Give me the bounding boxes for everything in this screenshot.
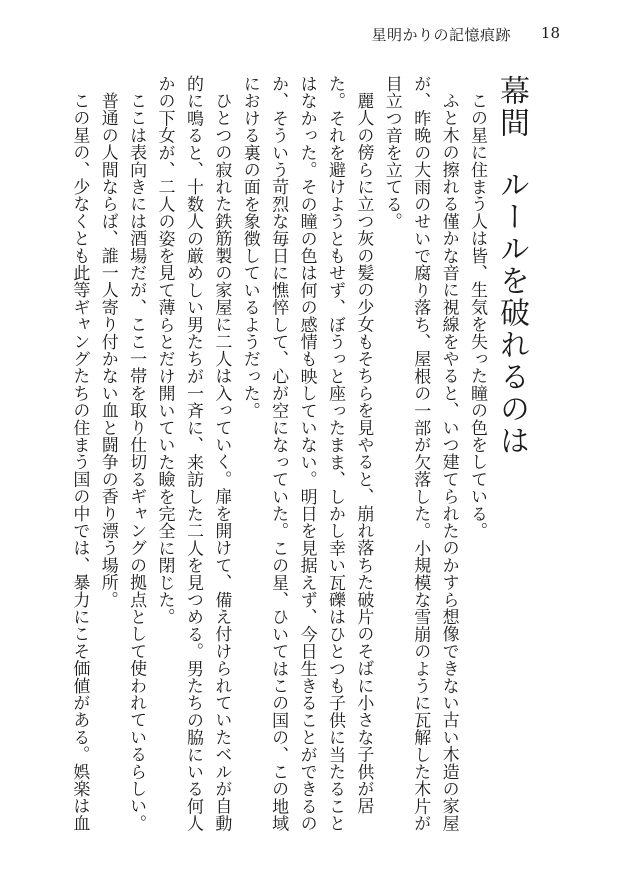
paragraph-5: ここは表向きには酒場だが、ここ一帯を取り仕切るギャングの拠点として使われているらしい。 bbox=[126, 92, 147, 832]
paragraph-6: 普通の人間ならば、誰一人寄り付かない血と闘争の香り漂う場所。 bbox=[97, 92, 118, 608]
paragraph-2: ふと木の擦れる僅かな音に視線をやると、いつ建てられたのかすら想像できない古い木造の家屋が、昨晩の大雨のせいで腐り落ち、屋根の一部が欠落した。小規模な雪崩のように瓦解した木片が目立つ音を立てる。 bbox=[381, 75, 459, 832]
running-header bbox=[0, 22, 621, 46]
paragraph-4: ひとつの寂れた鉄筋製の家屋に二人は入っていく。扉を開けて、備え付けられていたベルが自動的に鳴ると、十数人の厳めしい男たちが一斉に、来訪した二人を見つめる。男たちの脇にいる何人かの下女が、二人の姿を見て薄らとだけ開いていた瞼を完全に閉じた。 bbox=[154, 75, 232, 832]
chapter-label: 幕間 bbox=[494, 75, 529, 139]
chapter-heading bbox=[491, 75, 531, 835]
paragraph-1: この星に住まう人は皆、生気を失った瞳の色をしている。 bbox=[467, 92, 487, 540]
chapter-title: ルールを破れるのは bbox=[494, 169, 529, 457]
paragraph-3: 麗人の傍らに立つ灰の髪の少女もそちらを見やると、崩れ落ちた破片のそばに小さな子供が居た。それを避けようともせず、ぼうっと座ったまま、しかし幸い瓦礫はひとつも子供に当たることはなかった。その瞳の色は何の感情も映していない。明日を見据えず、今日生きることができるのか、そういう苛烈な毎日に憔悴して、心が空になっていた。この星、ひいてはこの国の、この地域における裏の面を象徴しているようだった。 bbox=[239, 75, 374, 832]
vertical-text-body bbox=[65, 75, 561, 835]
book-title: 星明かりの記憶痕跡 bbox=[371, 26, 511, 44]
paragraph-7: この星の、少なくとも此等ギャングたちの住まう国の中では、暴力にこそ価値がある。娯楽は血 bbox=[69, 92, 90, 832]
page-number: 18 bbox=[540, 24, 560, 42]
